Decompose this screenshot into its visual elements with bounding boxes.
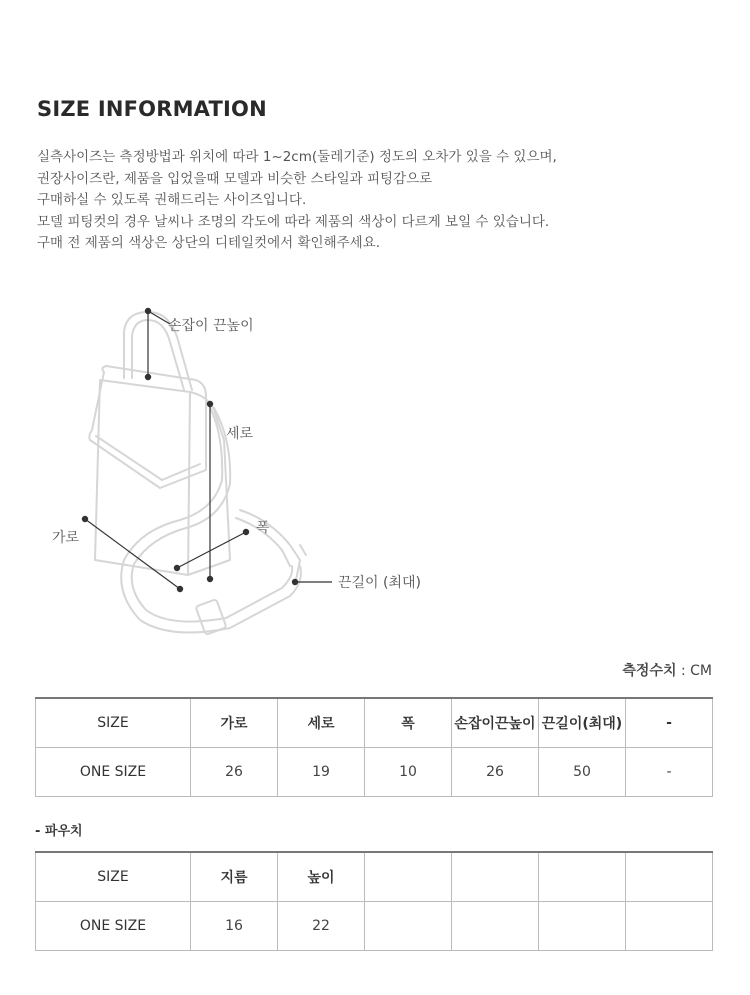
measurement-unit (622, 660, 712, 680)
table-cell: - (626, 748, 713, 797)
table-row (36, 748, 713, 797)
table-header-cell (365, 852, 452, 902)
table-cell: 50 (539, 748, 626, 797)
table-header-cell: 끈길이(최대) (539, 698, 626, 748)
table-header-cell: 지름 (191, 852, 278, 902)
note-line: 구매 전 제품의 색상은 상단의 디테일컷에서 확인해주세요. (37, 235, 381, 251)
table-header-cell: 세로 (278, 698, 365, 748)
unit-label: 측정수치 (622, 663, 677, 679)
label-handle-height: 손잡이 끈높이 (168, 318, 254, 334)
table-cell: 22 (278, 902, 365, 951)
label-height: 세로 (226, 426, 254, 442)
size-notes (37, 147, 727, 255)
table-header-cell (626, 852, 713, 902)
table-cell (365, 902, 452, 951)
table-cell (539, 902, 626, 951)
page-title: SIZE INFORMATION (37, 97, 267, 121)
table-cell (626, 902, 713, 951)
table-cell: ONE SIZE (36, 748, 191, 797)
table-cell: ONE SIZE (36, 902, 191, 951)
table-cell: 10 (365, 748, 452, 797)
table-cell: 19 (278, 748, 365, 797)
table-header-row (36, 698, 713, 748)
unit-separator: : (676, 663, 691, 679)
bag-outline-illustration (89, 312, 306, 635)
label-width: 가로 (52, 530, 80, 546)
table-header-cell: - (626, 698, 713, 748)
table-header-row (36, 852, 713, 902)
pouch-size-table (35, 851, 713, 951)
table-header-cell: SIZE (36, 698, 191, 748)
pouch-heading: - 파우치 (35, 824, 83, 839)
table-header-cell: 가로 (191, 698, 278, 748)
note-line: 실측사이즈는 측정방법과 위치에 따라 1~2cm(둘레기준) 정도의 오차가 있을 수 있으며, (37, 149, 557, 165)
table-header-cell: 손잡이끈높이 (452, 698, 539, 748)
bag-measurement-diagram (0, 290, 480, 650)
unit-value: CM (690, 663, 712, 679)
table-cell: 26 (452, 748, 539, 797)
note-line: 권장사이즈란, 제품을 입었을때 모델과 비슷한 스타일과 피팅감으로 (37, 170, 433, 187)
bag-size-table (35, 697, 713, 797)
measurement-guides (82, 308, 332, 591)
table-cell: 26 (191, 748, 278, 797)
table-header-cell: 높이 (278, 852, 365, 902)
note-line: 모델 피팅컷의 경우 날씨나 조명의 각도에 따라 제품의 색상이 다르게 보일 수 있습니다. (37, 213, 550, 230)
label-depth: 폭 (256, 520, 270, 536)
table-header-cell: SIZE (36, 852, 191, 902)
table-cell: 16 (191, 902, 278, 951)
table-header-cell (539, 852, 626, 902)
table-cell (452, 902, 539, 951)
table-row (36, 902, 713, 951)
label-strap-length: 끈길이 (최대) (338, 575, 421, 591)
note-line: 구매하실 수 있도록 권해드리는 사이즈입니다. (37, 192, 307, 208)
table-header-cell (452, 852, 539, 902)
table-header-cell: 폭 (365, 698, 452, 748)
